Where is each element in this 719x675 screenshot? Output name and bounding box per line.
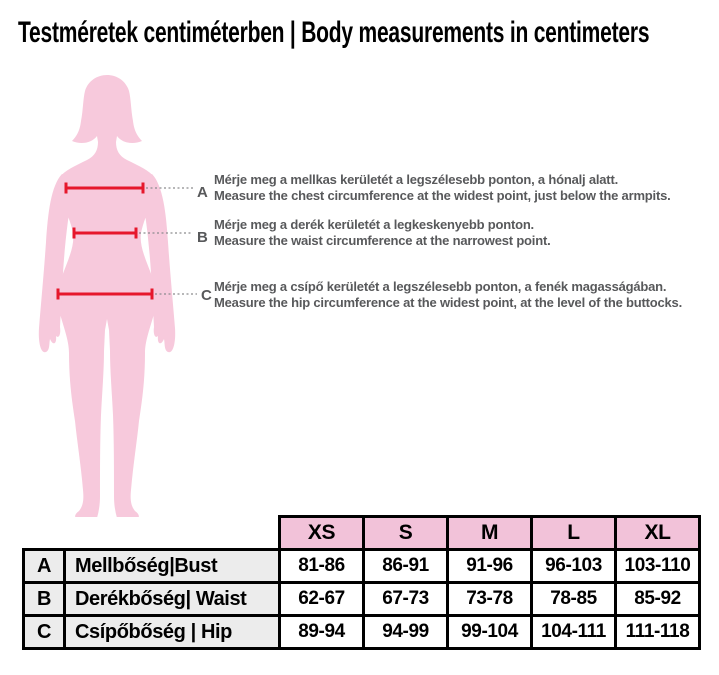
bust-value-xl: 103-110 [616, 550, 700, 583]
size-table-header-row [24, 517, 700, 550]
table-row-bust [24, 550, 700, 583]
waist-description [214, 217, 714, 249]
chest-description-hu: Mérje meg a mellkas kerületét a legszélesebb ponton, a hónalj alatt. [214, 172, 618, 187]
waist-value-s: 67-73 [364, 583, 448, 616]
row-label-waist: Derékbőség| Waist [65, 583, 280, 616]
size-header-s: S [364, 517, 448, 550]
measure-label-b: B [197, 229, 208, 246]
size-header-xs: XS [280, 517, 364, 550]
hip-description-en: Measure the hip circumference at the widest point, at the level of the buttocks. [214, 295, 682, 310]
measure-label-a: A [197, 184, 208, 201]
hip-description [214, 279, 714, 311]
hip-description-hu: Mérje meg a csípő kerületét a legszélesebb ponton, a fenék magasságában. [214, 279, 667, 294]
waist-description-en: Measure the waist circumference at the narrowest point. [214, 233, 551, 248]
size-table [22, 515, 701, 650]
bust-value-xs: 81-86 [280, 550, 364, 583]
chest-description-en: Measure the chest circumference at the widest point, just below the armpits. [214, 188, 671, 203]
size-header-m: M [448, 517, 532, 550]
row-letter-b: B [24, 583, 65, 616]
hip-value-l: 104-111 [532, 616, 616, 649]
row-label-bust: Mellbőség|Bust [65, 550, 280, 583]
waist-value-l: 78-85 [532, 583, 616, 616]
size-header-l: L [532, 517, 616, 550]
size-header-xl: XL [616, 517, 700, 550]
measure-label-c: C [201, 287, 212, 304]
bust-value-m: 91-96 [448, 550, 532, 583]
hip-value-m: 99-104 [448, 616, 532, 649]
row-letter-c: C [24, 616, 65, 649]
hip-value-s: 94-99 [364, 616, 448, 649]
silhouette-torso [56, 75, 157, 520]
row-letter-a: A [24, 550, 65, 583]
waist-value-m: 73-78 [448, 583, 532, 616]
waist-value-xl: 85-92 [616, 583, 700, 616]
table-row-hip [24, 616, 700, 649]
waist-value-xs: 62-67 [280, 583, 364, 616]
bust-value-s: 86-91 [364, 550, 448, 583]
table-row-waist [24, 583, 700, 616]
hip-value-xs: 89-94 [280, 616, 364, 649]
hip-value-xl: 111-118 [616, 616, 700, 649]
body-measurement-figure [20, 70, 200, 530]
waist-description-hu: Mérje meg a derék kerületét a legkeskenyebb ponton. [214, 217, 534, 232]
row-label-hip: Csípőbőség | Hip [65, 616, 280, 649]
chest-description [214, 172, 714, 204]
bust-value-l: 96-103 [532, 550, 616, 583]
page-title: Testméretek centiméterben | Body measurements in centimeters [18, 16, 650, 49]
table-spacer-cell [24, 517, 280, 550]
